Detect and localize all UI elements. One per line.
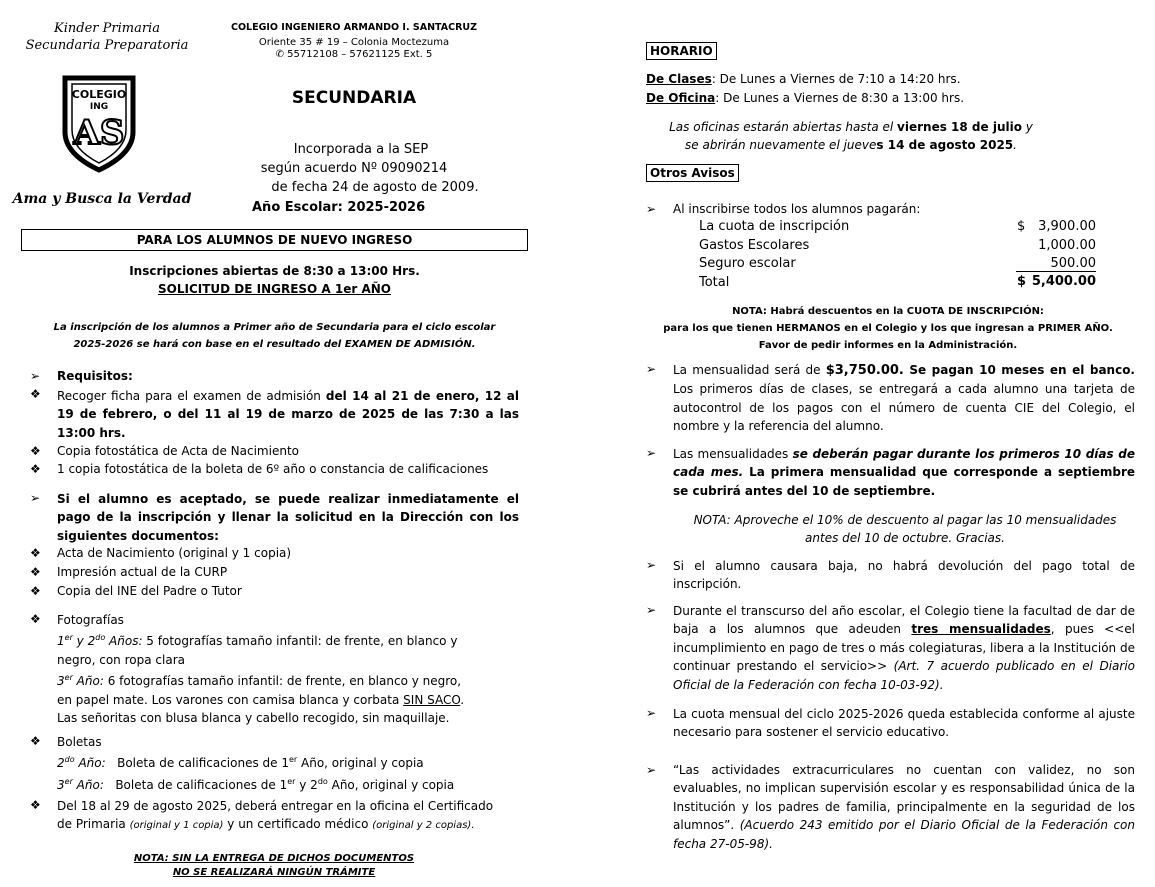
- application-title: SOLICITUD DE INGRESO A 1er AÑO: [157, 282, 392, 296]
- levels-line2: Secundaria Preparatoria: [25, 38, 189, 53]
- photos-12-line2: negro, con ropa clara: [57, 652, 185, 667]
- incorporation: [200, 140, 508, 197]
- report-2nd-year: $2^{do}$ Año: Boleta de calificaciones de 1er Año, original y copia: [57, 755, 424, 771]
- no-jacket-text: SIN SACO: [403, 692, 461, 707]
- fee-total-label: Total: [699, 275, 730, 290]
- other-notices-title: Otros Avisos: [646, 164, 739, 182]
- report-cards-label: Boletas: [57, 735, 102, 749]
- fee-label: Gastos Escolares: [699, 238, 810, 253]
- discount-10-line1: NOTA: Aproveche el 10% de descuento al pagar las 10 mensualidades: [693, 513, 1117, 527]
- office-closing-notice: [646, 118, 1056, 154]
- requirements-label: Requisitos:: [57, 369, 133, 383]
- final-note-line2: NO SE REALIZARÁ NINGÚN TRÁMITE: [172, 867, 376, 878]
- classes-label: De Clases: [646, 72, 712, 86]
- monthly-payment-deadline: Las mensualidades se deberán pagar durante los primeros 10 días de cada mes. La primera mensualidad que corresponde a septiembre se cubrirá antes del 10 de septiembre.: [673, 447, 1135, 498]
- fee-amount: 1,000.00: [1038, 238, 1096, 253]
- arrow-icon: ➢: [30, 369, 41, 383]
- arrow-icon: ➢: [646, 763, 657, 777]
- date-line: de fecha 24 de agosto de 2009.: [271, 180, 479, 195]
- diamond-bullet-icon: ❖: [30, 798, 41, 812]
- fee-currency: $: [1017, 219, 1026, 234]
- agreement-line: según acuerdo Nº 09090214: [260, 161, 448, 176]
- office-closing-line2: se abrirán nuevamente el jueves 14 de agosto 2025.: [685, 138, 1017, 152]
- fee-label: Seguro escolar: [699, 256, 796, 271]
- fee-total-currency: $: [1017, 274, 1027, 289]
- schedule-title: HORARIO: [646, 42, 717, 60]
- fee-label: La cuota de inscripción: [699, 219, 850, 234]
- school-header: [200, 22, 508, 60]
- discount-10-note: [668, 511, 1142, 547]
- school-phone: ✆ 55712108 – 57621125 Ext. 5: [275, 49, 433, 60]
- document-curp: Impresión actual de la CURP: [57, 565, 228, 579]
- discount-note: [640, 303, 1136, 354]
- august-line2: de Primaria (original y 1 copia) y un certificado médico (original y 2 copias).: [57, 817, 475, 832]
- discount-10-line2: antes del 10 de octubre. Gracias.: [805, 531, 1005, 545]
- logo-monogram: AS: [73, 113, 125, 153]
- diamond-bullet-icon: ❖: [30, 565, 41, 579]
- school-year: Año Escolar: 2025-2026: [252, 200, 426, 215]
- fee-total-amount: 5,400.00: [1031, 274, 1096, 289]
- logo-top-text: COLEGIO: [71, 88, 127, 101]
- final-note-line1: NOTA: SIN LA ENTREGA DE DICHOS DOCUMENTOS: [133, 853, 415, 864]
- requirement-birth-cert: Copia fotostática de Acta de Nacimiento: [57, 444, 299, 458]
- arrow-icon: ➢: [646, 362, 657, 376]
- levels-line1: Kinder Primaria: [54, 21, 160, 36]
- requirement-report-card: 1 copia fotostática de la boleta de 6º año o constancia de calificaciones: [57, 462, 489, 476]
- requirement-exam-dates: del 14 al 21 de enero, 12 al 19 de febrero, o del 11 al 19 de marzo de 2025 de las 7:30 a las 13:00 hrs.: [57, 389, 520, 440]
- registration-block: [21, 262, 528, 298]
- monthly-fee: La mensualidad será de $3,750.00. Se pagan 10 meses en el banco. Los primeros días de clases, se entregará a cada alumno una tarjeta de autocontrol de los pagos con el número de cuenta CIE del Colegio, el nombre y la referencia del alumno.: [673, 363, 1135, 434]
- extracurricular-notice: “Las actividades extracurriculares no cuentan con validez, no son evaluables, no implican supervisión escolar y es responsabilidad única de la Institución y los padres de familia, principalmente en la seguridad de los alumnos”. (Acuerdo 243 emitido por el Diario Oficial de la Federación con fecha 27-05-98).: [673, 763, 1136, 851]
- discount-note-line1: NOTA: Habrá descuentos en la CUOTA DE INSCRIPCIÓN:: [732, 306, 1044, 317]
- photos-label: Fotografías: [57, 613, 124, 627]
- levels: [18, 20, 196, 54]
- report-3rd-year: 3er Año: Boleta de calificaciones de 1er y $2^{do}$ Año, original y copia: [57, 776, 455, 792]
- school-address: Oriente 35 # 19 – Colonia Moctezuma: [258, 37, 450, 48]
- report-cards-block: [57, 733, 527, 794]
- office-label: De Oficina: [646, 91, 716, 105]
- arrow-icon: ➢: [30, 491, 41, 505]
- intro-line2: 2025-2026 se hará con base en el resultado del EXAMEN DE ADMISIÓN.: [73, 339, 476, 350]
- august-line1: Del 18 al 29 de agosto 2025, deberá entregar en la oficina el Certificado: [57, 799, 494, 813]
- photos-block: [57, 611, 527, 727]
- school-name: COLEGIO INGENIERO ARMANDO I. SANTACRUZ: [230, 22, 478, 33]
- diamond-bullet-icon: ❖: [30, 387, 41, 401]
- arrow-icon: ➢: [646, 706, 657, 720]
- registration-hours: Inscripciones abiertas de 8:30 a 13:00 Hrs.: [129, 264, 420, 278]
- photos-12-line1: 1er y $2^{do}$ Años: 5 fotografías tamaño infantil: de frente, en blanco y: [57, 633, 458, 649]
- final-note: [50, 852, 498, 880]
- fee-amount: 3,900.00: [1038, 219, 1096, 234]
- accepted-text: Si el alumno es aceptado, se puede realizar inmediatamente el pago de la inscripción y llenar la solicitud en la Dirección con los siguientes documentos:: [57, 492, 519, 543]
- arrow-icon: ➢: [646, 446, 657, 460]
- photos-3-line1: 3er Año: 6 fotografías tamaño infantil: de frente, en blanco y negro,: [57, 673, 462, 689]
- diamond-bullet-icon: ❖: [30, 584, 41, 598]
- incorporated-line: Incorporada a la SEP: [293, 142, 429, 157]
- office-schedule: De Oficina: De Lunes a Viernes de 8:30 a 13:00 hrs.: [646, 91, 965, 105]
- intro-text: [21, 319, 528, 353]
- withdrawal-policy: Si el alumno causara baja, no habrá devolución del pago total de inscripción.: [673, 559, 1135, 592]
- august-deadline: [57, 797, 527, 836]
- intro-line1: La inscripción de los alumnos a Primer año de Secundaria para el ciclo escolar: [53, 322, 496, 333]
- office-closing-line1: Las oficinas estarán abiertas hasta el viernes 18 de julio y: [669, 120, 1033, 134]
- new-students-title: PARA LOS ALUMNOS DE NUEVO INGRESO: [21, 229, 528, 251]
- logo-mid-text: ING: [89, 102, 109, 112]
- arrow-icon: ➢: [646, 202, 657, 216]
- diamond-bullet-icon: ❖: [30, 734, 41, 748]
- discount-note-line2: para los que tienen HERMANOS en el Colegio y los que ingresan a PRIMER AÑO.: [663, 323, 1113, 334]
- fee-adjustment: La cuota mensual del ciclo 2025-2026 queda establecida conforme al ajuste necesario para sostener el servicio educativo.: [673, 707, 1135, 740]
- page-title: SECUNDARIA: [291, 88, 417, 108]
- arrow-icon: ➢: [646, 603, 657, 617]
- classes-schedule: De Clases: De Lunes a Viernes de 7:10 a 14:20 hrs.: [646, 72, 961, 86]
- photos-3-line3: Las señoritas con blusa blanca y cabello recogido, sin maquillaje.: [57, 711, 450, 726]
- school-logo: [60, 74, 138, 174]
- photos-3-line2: en papel mate. Los varones con camisa blanca y corbata SIN SACO.: [57, 692, 465, 707]
- diamond-bullet-icon: ❖: [30, 462, 41, 476]
- diamond-bullet-icon: ❖: [30, 546, 41, 560]
- diamond-bullet-icon: ❖: [30, 612, 41, 626]
- motto: Ama y Busca la Verdad: [12, 191, 192, 207]
- document-ine: Copia del INE del Padre o Tutor: [57, 584, 242, 598]
- fees-intro: Al inscribirse todos los alumnos pagarán:: [673, 202, 921, 216]
- fee-amount: 500.00: [1016, 256, 1096, 272]
- requirement-exam: [57, 387, 519, 442]
- document-birth-cert: Acta de Nacimiento (original y 1 copia): [57, 546, 292, 560]
- requirement-exam-text: Recoger ficha para el examen de admisión: [57, 389, 326, 403]
- arrow-icon: ➢: [646, 558, 657, 572]
- discount-note-line3: Favor de pedir informes en la Administración.: [758, 340, 1018, 351]
- debt-policy: Durante el transcurso del año escolar, el Colegio tiene la facultad de dar de baja a los alumnos que adeuden tres mensualidades, pues <<el incumplimiento en pago de tres o más colegiaturas, libera a la Institución de continuar prestando el servicio>> (Art. 7 acuerdo publicado en el Diario Oficial de la Federación con fecha 10-03-92).: [673, 604, 1135, 692]
- diamond-bullet-icon: ❖: [30, 444, 41, 458]
